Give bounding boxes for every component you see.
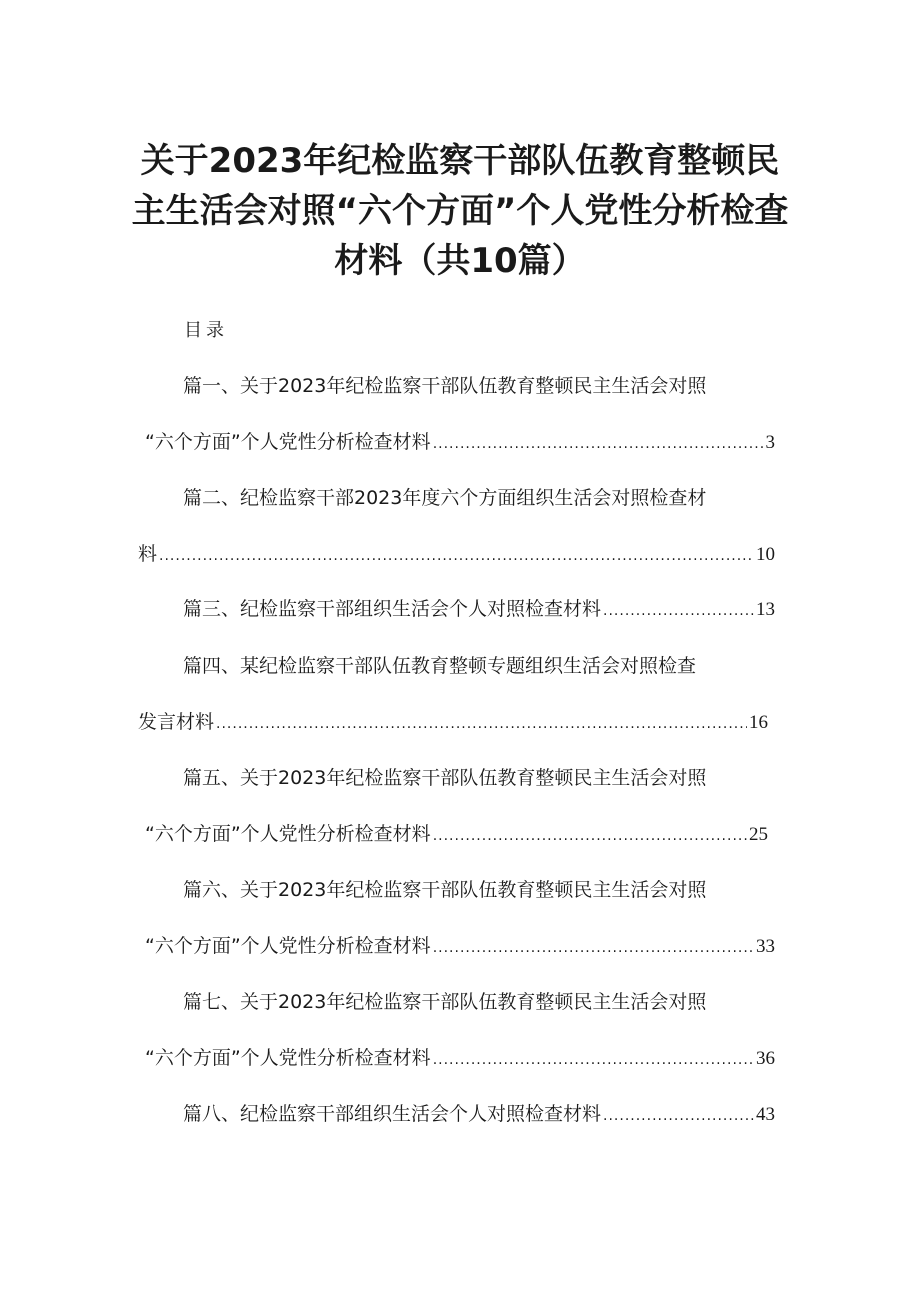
toc-entry-4-line1[interactable]: 篇四、某纪检监察干部队伍教育整顿专题组织生活会对照检查 xyxy=(183,655,697,677)
toc-entry-8[interactable] xyxy=(183,1100,775,1130)
toc-entry-4-line2[interactable] xyxy=(138,708,768,738)
toc-leader-dots xyxy=(433,822,747,850)
toc-entry-6-text: “六个方面”个人党性分析检查材料 xyxy=(145,935,431,957)
document-title: 关于2023年纪检监察干部队伍教育整顿民主生活会对照“六个方面”个人党性分析检查材料（共10篇） xyxy=(131,141,789,281)
toc-entry-8-text: 篇八、纪检监察干部组织生活会个人对照检查材料 xyxy=(183,1103,602,1125)
toc-leader-dots xyxy=(433,934,754,962)
toc-entry-2-page: 10 xyxy=(756,544,775,565)
toc-entry-7-line2[interactable] xyxy=(145,1044,775,1074)
toc-leader-dots xyxy=(433,430,764,458)
toc-entry-5-line2[interactable] xyxy=(145,820,768,850)
toc-entry-7-line1[interactable]: 篇七、关于2023年纪检监察干部队伍教育整顿民主生活会对照 xyxy=(183,991,707,1013)
toc-entry-2-line1[interactable]: 篇二、纪检监察干部2023年度六个方面组织生活会对照检查材 xyxy=(183,487,707,509)
toc-entry-8-page: 43 xyxy=(756,1104,775,1125)
toc-entry-7-text: “六个方面”个人党性分析检查材料 xyxy=(145,1047,431,1069)
toc-entry-5-page: 25 xyxy=(749,824,768,845)
toc-leader-dots xyxy=(603,1102,754,1130)
toc-entry-5-line1[interactable]: 篇五、关于2023年纪检监察干部队伍教育整顿民主生活会对照 xyxy=(183,767,707,789)
toc-entry-3-text: 篇三、纪检监察干部组织生活会个人对照检查材料 xyxy=(183,598,602,620)
toc-entry-2-line2[interactable] xyxy=(138,540,775,570)
toc-entry-3-page: 13 xyxy=(756,599,775,620)
toc-entry-1-text: “六个方面”个人党性分析检查材料 xyxy=(145,431,431,453)
toc-label: 目录 xyxy=(184,320,228,341)
toc-entry-3[interactable] xyxy=(183,595,775,625)
toc-entry-1-page: 3 xyxy=(765,432,775,453)
toc-entry-2-text: 料 xyxy=(138,543,158,565)
toc-entry-6-line1[interactable]: 篇六、关于2023年纪检监察干部队伍教育整顿民主生活会对照 xyxy=(183,879,707,901)
toc-entry-4-text: 发言材料 xyxy=(138,711,215,733)
toc-entry-4-page: 16 xyxy=(749,712,768,733)
toc-entry-1-line1[interactable]: 篇一、关于2023年纪检监察干部队伍教育整顿民主生活会对照 xyxy=(183,375,707,397)
toc-entry-7-page: 36 xyxy=(756,1048,775,1069)
toc-leader-dots xyxy=(216,710,747,738)
toc-entry-6-line2[interactable] xyxy=(145,932,775,962)
toc-entry-1-line2[interactable] xyxy=(145,428,775,458)
toc-leader-dots xyxy=(159,542,754,570)
toc-entry-5-text: “六个方面”个人党性分析检查材料 xyxy=(145,823,431,845)
toc-leader-dots xyxy=(433,1046,754,1074)
toc-entry-6-page: 33 xyxy=(756,936,775,957)
toc-leader-dots xyxy=(603,597,754,625)
